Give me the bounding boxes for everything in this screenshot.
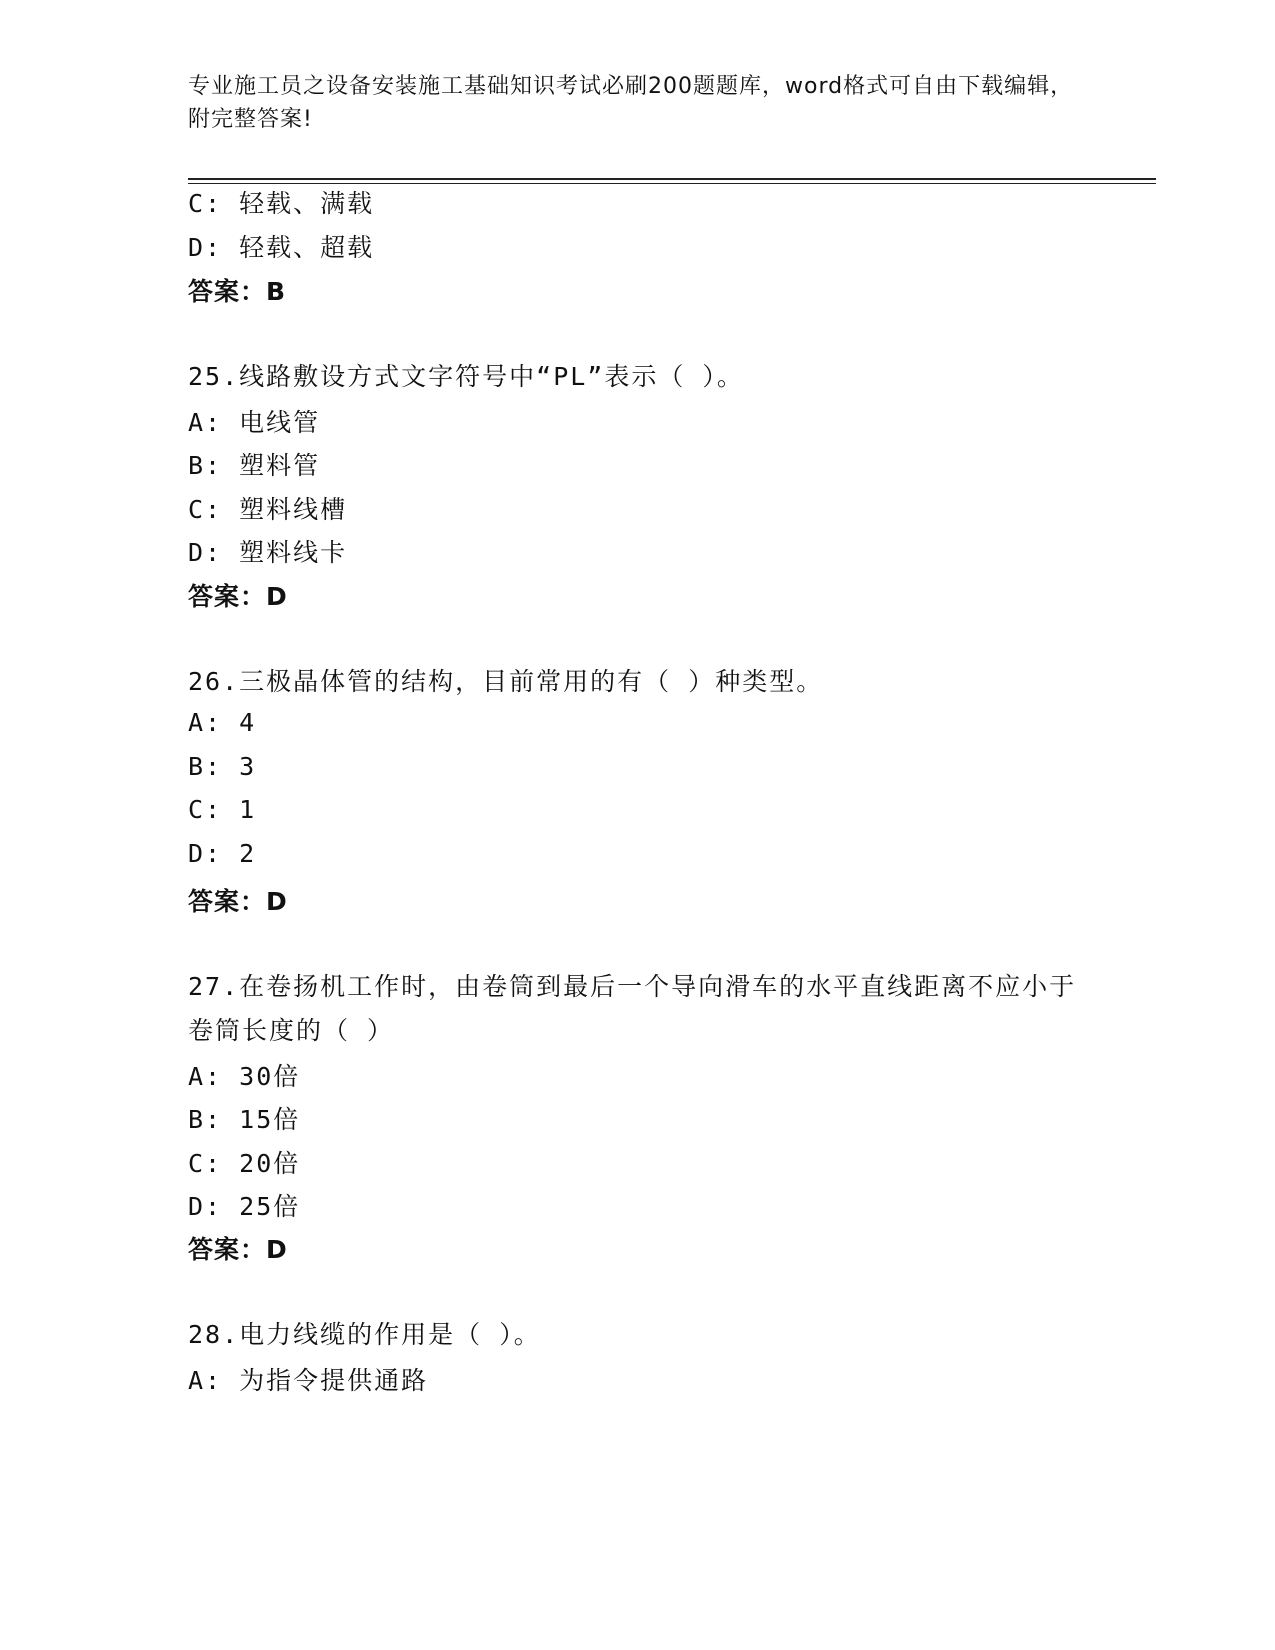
option-d: D: 轻载、超载 [188,233,375,262]
question-26-option-c: C: 1 [188,795,257,824]
question-25-option-d: D: 塑料线卡 [188,538,348,567]
answer-line: 答案：B [188,277,287,306]
question-27-option-b: B: 15倍 [188,1105,301,1134]
question-26-stem: 26.三极晶体管的结构，目前常用的有（ ）种类型。 [188,667,824,696]
question-27-option-c: C: 20倍 [188,1149,301,1178]
question-27-answer: 答案：D [188,1235,288,1264]
question-27-option-d: D: 25倍 [188,1192,301,1221]
question-26-answer: 答案：D [188,887,288,916]
question-26-option-a: A: 4 [188,708,257,737]
question-25-option-c: C: 塑料线槽 [188,495,348,524]
question-25-answer: 答案：D [188,582,288,611]
question-26-option-b: B: 3 [188,752,257,781]
question-27-stem: 27.在卷扬机工作时，由卷筒到最后一个导向滑车的水平直线距离不应小于卷筒长度的（ ） [188,972,1077,1045]
question-28-option-a: A: 为指令提供通路 [188,1366,429,1395]
question-25-stem: 25.线路敷设方式文字符号中“PL”表示（ ）。 [188,362,744,391]
question-25-option-a: A: 电线管 [188,408,321,437]
question-27-option-a: A: 30倍 [188,1062,301,1091]
question-26-option-d: D: 2 [188,839,257,868]
option-c: C: 轻载、满载 [188,189,375,218]
document-header: 专业施工员之设备安装施工基础知识考试必刷200题题库，word格式可自由下载编辑，附完整答案! [188,74,1074,132]
question-28-stem: 28.电力线缆的作用是（ ）。 [188,1320,541,1349]
question-25-option-b: B: 塑料管 [188,451,321,480]
